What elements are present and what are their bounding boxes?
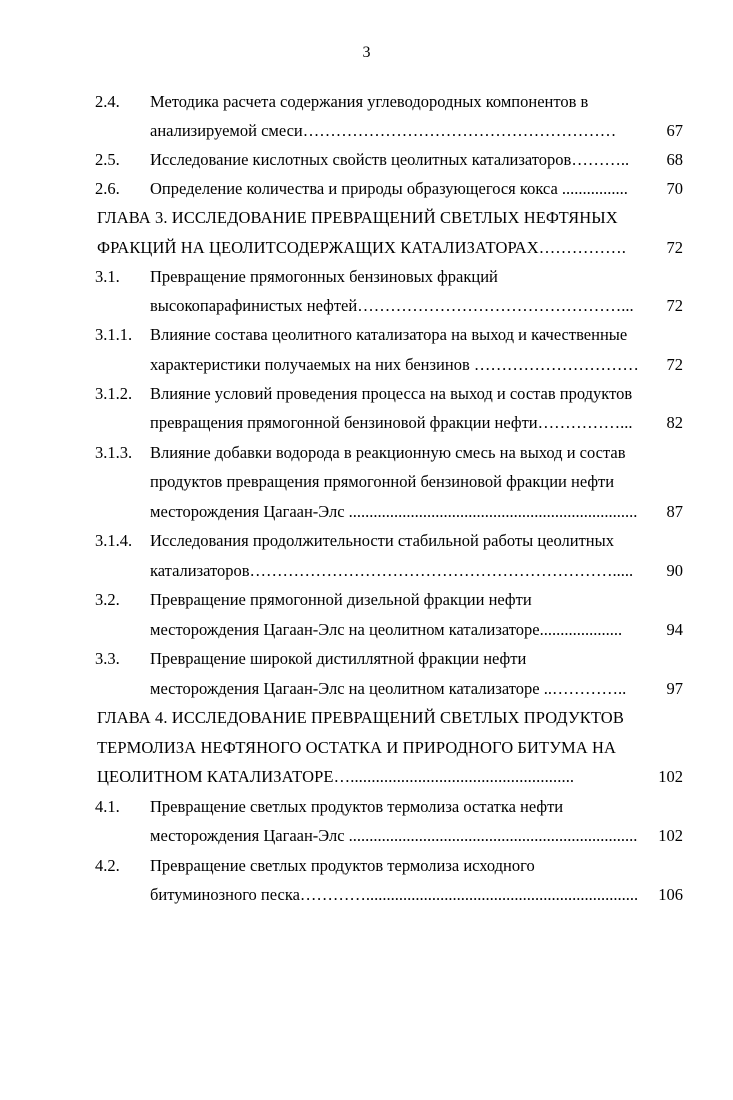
toc-entry-2-4 bbox=[0, 92, 733, 122]
toc-entry-2-6 bbox=[0, 179, 733, 209]
page-number: 3 bbox=[362, 44, 371, 61]
section-number: 2.4. bbox=[95, 92, 120, 111]
section-number: 2.5. bbox=[95, 150, 120, 169]
toc-chapter-4 bbox=[0, 708, 733, 738]
toc-entry-4-1 bbox=[0, 797, 733, 827]
section-title-cont: анализируемой смеси………………………………………………… bbox=[150, 121, 617, 140]
toc-entry-3-1-4-cont bbox=[0, 561, 733, 591]
page-ref: 72 bbox=[666, 296, 683, 315]
page-ref: 102 bbox=[658, 767, 683, 786]
toc-chapter-3-cont bbox=[0, 238, 733, 268]
toc-entry-3-1-3-cont bbox=[0, 472, 733, 502]
page-ref: 87 bbox=[666, 502, 683, 521]
toc-entry-3-1 bbox=[0, 267, 733, 297]
page-ref: 70 bbox=[666, 179, 683, 198]
page-ref: 106 bbox=[658, 885, 683, 904]
section-number: 3.2. bbox=[95, 590, 120, 609]
section-number: 3.1.3. bbox=[95, 443, 133, 462]
section-number: 4.1. bbox=[95, 797, 120, 816]
toc-entry-3-1-4 bbox=[0, 531, 733, 561]
section-number: 3.1. bbox=[95, 267, 120, 286]
section-number: 2.6. bbox=[95, 179, 120, 198]
toc-entry-3-1-2-cont bbox=[0, 413, 733, 443]
toc-chapter-4-cont2 bbox=[0, 767, 733, 797]
section-title-cont: катализаторов…………………………………………………………..... bbox=[150, 561, 634, 580]
section-title-cont: битуминозного песка………….................................................................. bbox=[150, 885, 639, 904]
section-title: Превращение широкой дистиллятной фракции нефти bbox=[150, 649, 527, 668]
section-title-cont: продуктов превращения прямогонной бензиновой фракции нефти bbox=[150, 472, 615, 491]
section-title-cont: высокопарафинистых нефтей…………………………………………... bbox=[150, 296, 634, 315]
toc-entry-3-1-cont bbox=[0, 296, 733, 326]
section-title: Определение количества и природы образующегося кокса ................ bbox=[150, 179, 628, 198]
toc-entry-3-2-cont bbox=[0, 620, 733, 650]
toc-entry-2-4-cont bbox=[0, 121, 733, 151]
section-number: 3.1.4. bbox=[95, 531, 133, 550]
toc-chapter-4-cont bbox=[0, 738, 733, 768]
page-ref: 90 bbox=[666, 561, 683, 580]
section-title-cont: месторождения Цагаан-Элс на цеолитном катализаторе ..………….. bbox=[150, 679, 627, 698]
section-title: Превращение светлых продуктов термолиза исходного bbox=[150, 856, 535, 875]
toc-entry-3-3-cont bbox=[0, 679, 733, 709]
section-title: Влияние добавки водорода в реакционную смесь на выход и состав bbox=[150, 443, 626, 462]
section-number: 3.1.2. bbox=[95, 384, 133, 403]
chapter-title-cont: ФРАКЦИЙ НА ЦЕОЛИТСОДЕРЖАЩИХ КАТАЛИЗАТОРАХ……………. bbox=[97, 238, 626, 257]
section-title: Превращение прямогонных бензиновых фракций bbox=[150, 267, 498, 286]
section-title: Влияние условий проведения процесса на выход и состав продуктов bbox=[150, 384, 633, 403]
chapter-title: ГЛАВА 4. ИССЛЕДОВАНИЕ ПРЕВРАЩЕНИЙ СВЕТЛЫХ ПРОДУКТОВ bbox=[97, 708, 624, 727]
page-ref: 94 bbox=[666, 620, 683, 639]
toc-entry-3-1-3 bbox=[0, 443, 733, 473]
section-title: Методика расчета содержания углеводородных компонентов в bbox=[150, 92, 589, 111]
page-ref: 72 bbox=[666, 238, 683, 257]
section-number: 3.3. bbox=[95, 649, 120, 668]
section-title-cont: превращения прямогонной бензиновой фракции нефти……………... bbox=[150, 413, 633, 432]
toc-entry-3-1-2 bbox=[0, 384, 733, 414]
section-title: Превращение светлых продуктов термолиза остатка нефти bbox=[150, 797, 564, 816]
toc-chapter-3 bbox=[0, 208, 733, 238]
section-title: Влияние состава цеолитного катализатора на выход и качественные bbox=[150, 325, 628, 344]
section-title-cont: характеристики получаемых на них бензинов ………………………… bbox=[150, 355, 639, 374]
section-title-cont: месторождения Цагаан-Элс на цеолитном катализаторе.................... bbox=[150, 620, 623, 639]
page-ref: 102 bbox=[658, 826, 683, 845]
section-title: Исследование кислотных свойств цеолитных катализаторов……….. bbox=[150, 150, 630, 169]
section-number: 4.2. bbox=[95, 856, 120, 875]
toc-entry-3-2 bbox=[0, 590, 733, 620]
page-ref: 68 bbox=[666, 150, 683, 169]
toc-entry-4-2-cont bbox=[0, 885, 733, 915]
page-ref: 97 bbox=[666, 679, 683, 698]
chapter-title-cont: ТЕРМОЛИЗА НЕФТЯНОГО ОСТАТКА И ПРИРОДНОГО БИТУМА НА bbox=[97, 738, 617, 757]
chapter-title-cont: ЦЕОЛИТНОМ КАТАЛИЗАТОРЕ…..................................................... bbox=[97, 767, 575, 786]
toc-entry-3-1-1-cont bbox=[0, 355, 733, 385]
page-ref: 72 bbox=[666, 355, 683, 374]
toc-entry-4-1-cont bbox=[0, 826, 733, 856]
chapter-title: ГЛАВА 3. ИССЛЕДОВАНИЕ ПРЕВРАЩЕНИЙ СВЕТЛЫХ НЕФТЯНЫХ bbox=[97, 208, 618, 227]
section-title: Превращение прямогонной дизельной фракции нефти bbox=[150, 590, 532, 609]
page-ref: 82 bbox=[666, 413, 683, 432]
toc-entry-3-1-1 bbox=[0, 325, 733, 355]
page-ref: 67 bbox=[666, 121, 683, 140]
toc-entry-2-5 bbox=[0, 150, 733, 180]
section-title-cont: месторождения Цагаан-Элс ...................................................................... bbox=[150, 502, 638, 521]
section-title-cont: месторождения Цагаан-Элс ...................................................................... bbox=[150, 826, 638, 845]
toc-entry-3-1-3-cont2 bbox=[0, 502, 733, 532]
toc-entry-3-3 bbox=[0, 649, 733, 679]
section-title: Исследования продолжительности стабильной работы цеолитных bbox=[150, 531, 614, 550]
section-number: 3.1.1. bbox=[95, 325, 133, 344]
toc-entry-4-2 bbox=[0, 856, 733, 886]
